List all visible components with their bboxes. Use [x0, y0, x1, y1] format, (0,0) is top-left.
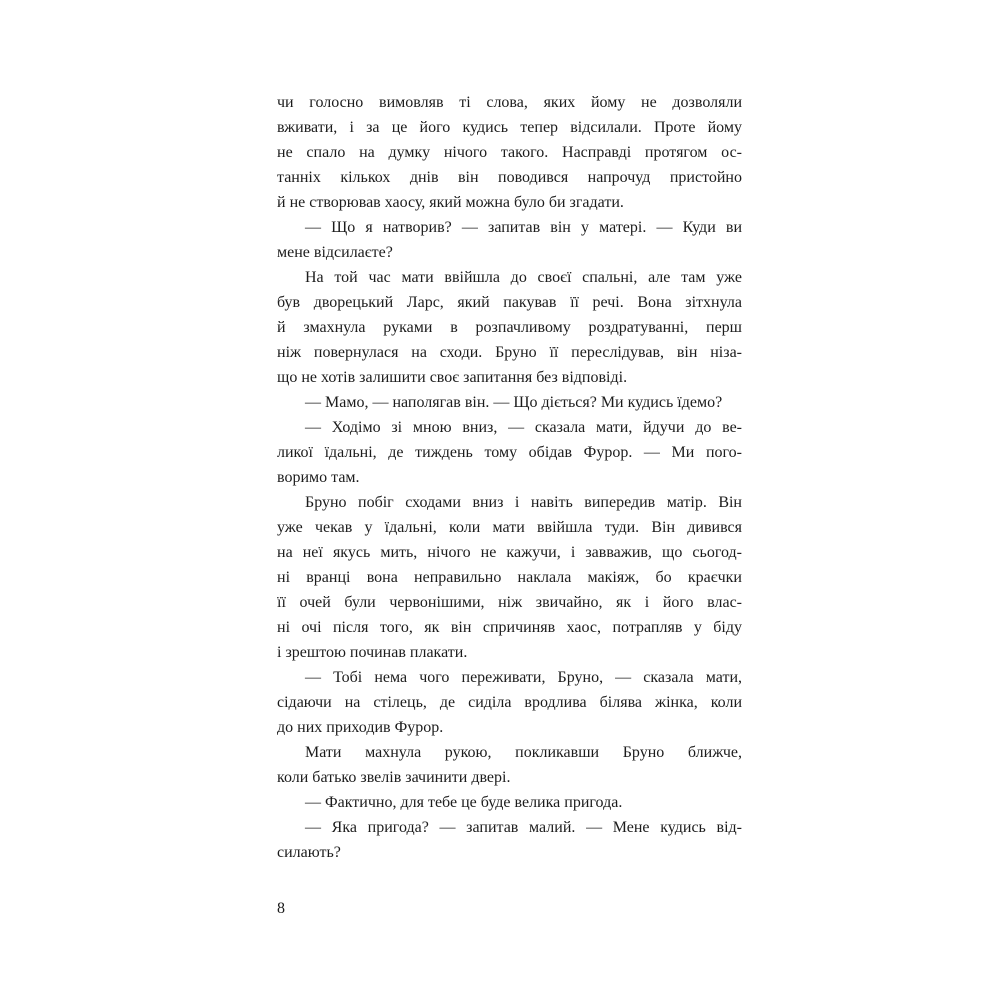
- text-line: коли батько звелів зачинити двері.: [277, 769, 511, 786]
- page-number: 8: [277, 900, 285, 917]
- text-line: сідаючи на стілець, де сиділа вродлива білява жінка, коли: [277, 694, 742, 711]
- text-block: [277, 90, 742, 865]
- text-line: чи голосно вимовляв ті слова, яких йому не дозволяли: [277, 94, 742, 111]
- text-line: Мати махнула рукою, покликавши Бруно ближче,: [305, 744, 742, 761]
- text-line: вживати, і за це його кудись тепер відсилали. Проте йому: [277, 119, 742, 136]
- text-line: На той час мати ввійшла до своєї спальні, але там уже: [305, 269, 742, 286]
- text-line: і зрештою починав плакати.: [277, 644, 468, 661]
- text-line: на неї якусь мить, нічого не кажучи, і завважив, що сьогод-: [277, 544, 742, 561]
- paragraph: [277, 815, 742, 865]
- text-line: й не створював хаосу, який можна було би згадати.: [277, 194, 624, 211]
- paragraph: [277, 215, 742, 265]
- text-line: мене відсилаєте?: [277, 244, 393, 261]
- paragraph: [277, 265, 742, 390]
- text-line: — Фактично, для тебе це буде велика пригода.: [305, 794, 623, 811]
- text-line: — Ходімо зі мною вниз, — сказала мати, йдучи до ве-: [305, 419, 742, 436]
- paragraph: [277, 665, 742, 740]
- paragraph: [277, 390, 742, 415]
- text-line: ликої їдальні, де тиждень тому обідав Фурор. — Ми пого-: [277, 444, 742, 461]
- text-line: що не хотів залишити своє запитання без відповіді.: [277, 369, 628, 386]
- text-line: ні очі після того, як він спричиняв хаос, потрапляв у біду: [277, 619, 742, 636]
- paragraph: [277, 90, 742, 215]
- text-line: — Яка пригода? — запитав малий. — Мене кудись від-: [305, 819, 742, 836]
- text-line: Бруно побіг сходами вниз і навіть випередив матір. Він: [305, 494, 742, 511]
- paragraph: [277, 740, 742, 790]
- text-line: — Що я натворив? — запитав він у матері. — Куди ви: [305, 219, 742, 236]
- text-line: ніж повернулася на сходи. Бруно її переслідував, він ніза-: [277, 344, 742, 361]
- text-line: силають?: [277, 844, 341, 861]
- text-line: не спало на думку нічого такого. Насправді протягом ос-: [277, 144, 742, 161]
- paragraph: [277, 490, 742, 665]
- paragraph: [277, 415, 742, 490]
- text-line: до них приходив Фурор.: [277, 719, 444, 736]
- text-line: уже чекав у їдальні, коли мати ввійшла туди. Він дивився: [277, 519, 742, 536]
- text-line: її очей були червонішими, ніж звичайно, як і його влас-: [277, 594, 742, 611]
- text-line: воримо там.: [277, 469, 360, 486]
- text-line: й змахнула руками в розпачливому роздратуванні, перш: [277, 319, 742, 336]
- text-line: — Мамо, — наполягав він. — Що діється? Ми кудись їдемо?: [305, 394, 723, 411]
- text-line: ні вранці вона неправильно наклала макіяж, бо краєчки: [277, 569, 742, 586]
- text-line: танніх кількох днів він поводився напрочуд пристойно: [277, 169, 742, 186]
- paragraph: [277, 790, 742, 815]
- text-line: був дворецький Ларс, який пакував її речі. Вона зітхнула: [277, 294, 742, 311]
- text-line: — Тобі нема чого переживати, Бруно, — сказала мати,: [305, 669, 742, 686]
